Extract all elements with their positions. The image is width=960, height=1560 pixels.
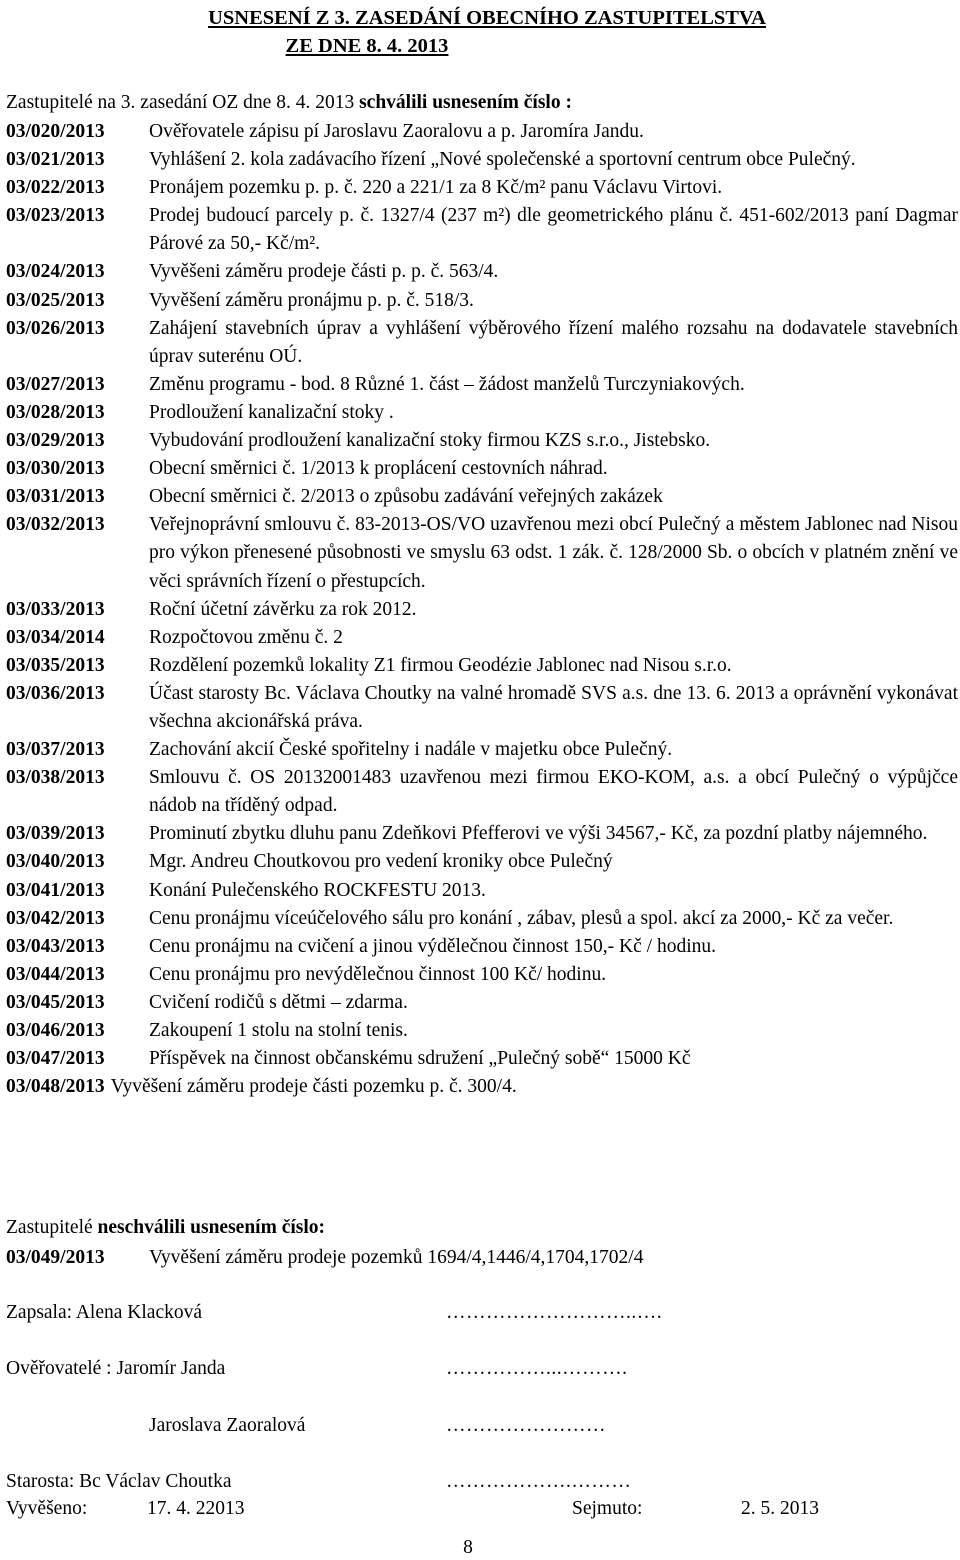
resolution-text: Obecní směrnici č. 2/2013 o způsobu zadávání veřejných zakázek xyxy=(149,486,663,508)
resolution-text: Obecní směrnici č. 1/2013 k proplácení cestovních náhrad. xyxy=(149,458,608,480)
resolution-number: 03/020/2013 xyxy=(6,121,105,142)
resolution-item xyxy=(6,596,958,624)
removed-date: 2. 5. 2013 xyxy=(741,1498,819,1519)
resolution-item xyxy=(6,1244,958,1272)
verifier1-signature-line: ……………...………. xyxy=(446,1358,628,1379)
resolution-text: Cenu pronájmu víceúčelového sálu pro konání , zábav, plesů a spol. akcí za 2000,- Kč za večer. xyxy=(149,907,894,929)
rejected-resolutions-list xyxy=(6,1244,958,1272)
resolution-text: Veřejnoprávní smlouvu č. 83-2013-OS/VO uzavřenou mezi obcí Pulečný a městem Jablonec nad Nisou pro výkon přenesené působnosti ve smyslu 63 odst. 1 zák. č. 128/2000 Sb. o obcích v platném znění ve věci správních řízení o přestupcích. xyxy=(149,514,958,592)
resolution-text: Vyvěšeni záměru prodeje části p. p. č. 563/4. xyxy=(149,261,499,283)
resolution-number: 03/024/2013 xyxy=(6,261,105,283)
verifier2-name: Jaroslava Zaoralová xyxy=(149,1415,306,1436)
resolution-number: 03/042/2013 xyxy=(6,907,105,929)
resolution-text: Ověřovatele zápisu pí Jaroslavu Zaoralovu a p. Jaromíra Jandu. xyxy=(149,121,644,142)
resolution-text: Vyvěšení záměru prodeje pozemků 1694/4,1446/4,1704,1702/4 xyxy=(149,1247,644,1268)
resolution-item xyxy=(6,118,958,146)
posted-label: Vyvěšeno: xyxy=(6,1498,88,1519)
resolution-text: Prominutí zbytku dluhu panu Zdeňkovi Pfefferovi ve výši 34567,- Kč, za pozdní platby nájemného. xyxy=(149,823,928,845)
resolution-item xyxy=(6,1073,958,1101)
rejected-intro-text: Zastupitelé xyxy=(6,1217,98,1238)
resolution-number: 03/035/2013 xyxy=(6,654,105,676)
resolution-item xyxy=(6,315,958,371)
resolution-number: 03/040/2013 xyxy=(6,851,105,873)
resolution-item xyxy=(6,680,958,736)
resolution-text: Změnu programu - bod. 8 Různé 1. část – žádost manželů Turczyniakových. xyxy=(149,373,745,395)
resolution-item xyxy=(6,371,958,399)
resolution-item xyxy=(6,736,958,764)
resolution-number: 03/046/2013 xyxy=(6,1020,105,1041)
document-title: USNESENÍ Z 3. ZASEDÁNÍ OBECNÍHO ZASTUPITELSTVA xyxy=(208,7,766,29)
resolution-number: 03/023/2013 xyxy=(6,205,105,227)
rejected-intro xyxy=(6,1215,325,1241)
mayor-label: Starosta: Bc Václav Choutka xyxy=(6,1471,232,1492)
resolution-number: 03/032/2013 xyxy=(6,514,105,536)
resolution-item xyxy=(6,202,958,258)
resolution-item xyxy=(6,652,958,680)
resolution-item xyxy=(6,399,958,427)
resolution-number: 03/034/2014 xyxy=(6,626,105,648)
resolution-text: Vyvěšení záměru prodeje části pozemku p. č. 300/4. xyxy=(110,1076,517,1098)
resolution-text: Vyvěšení záměru pronájmu p. p. č. 518/3. xyxy=(149,289,474,311)
resolution-number: 03/043/2013 xyxy=(6,935,105,957)
intro-text: Zastupitelé na 3. zasedání OZ dne 8. 4. 2013 xyxy=(6,92,360,113)
resolution-number: 03/048/2013 xyxy=(6,1076,105,1098)
resolution-number: 03/041/2013 xyxy=(6,879,105,901)
resolution-number: 03/039/2013 xyxy=(6,823,105,845)
resolution-item xyxy=(6,989,958,1017)
resolution-text: Smlouvu č. OS 20132001483 uzavřenou mezi firmou EKO-KOM, a.s. a obcí Pulečný o výpůjčce nádob na tříděný odpad. xyxy=(149,767,958,817)
resolution-number: 03/049/2013 xyxy=(6,1247,105,1268)
resolution-number: 03/021/2013 xyxy=(6,149,105,171)
resolution-text: Roční účetní závěrku za rok 2012. xyxy=(149,598,417,620)
resolution-text: Prodloužení kanalizační stoky . xyxy=(149,401,394,423)
resolution-number: 03/044/2013 xyxy=(6,963,105,985)
resolution-text: Cvičení rodičů s dětmi – zdarma. xyxy=(149,991,408,1013)
resolution-number: 03/027/2013 xyxy=(6,373,105,395)
resolution-text: Rozpočtovou změnu č. 2 xyxy=(149,626,343,648)
resolution-text: Rozdělení pozemků lokality Z1 firmou Geodézie Jablonec nad Nisou s.r.o. xyxy=(149,654,732,676)
removed-label: Sejmuto: xyxy=(572,1498,643,1519)
recorder-label: Zapsala: Alena Klacková xyxy=(6,1302,202,1323)
resolution-number: 03/028/2013 xyxy=(6,401,105,423)
resolution-item xyxy=(6,1017,958,1045)
resolution-item xyxy=(6,511,958,595)
approved-intro xyxy=(6,90,572,116)
resolution-number: 03/022/2013 xyxy=(6,177,105,199)
verifier2-signature-line: …………………… xyxy=(446,1415,606,1436)
resolution-text: Zachování akcií České spořitelny i nadále v majetku obce Pulečný. xyxy=(149,739,673,761)
resolution-item xyxy=(6,905,958,933)
intro-bold: schválili usnesením číslo : xyxy=(359,92,572,113)
resolution-item xyxy=(6,146,958,174)
resolution-item xyxy=(6,455,958,483)
resolution-number: 03/030/2013 xyxy=(6,458,105,480)
resolution-item xyxy=(6,258,958,286)
resolution-number: 03/036/2013 xyxy=(6,682,105,704)
resolution-number: 03/033/2013 xyxy=(6,598,105,620)
recorder-signature-line: ………………………..…. xyxy=(446,1302,663,1323)
resolution-item xyxy=(6,933,958,961)
resolution-text: Prodej budoucí parcely p. č. 1327/4 (237 m²) dle geometrického plánu č. 451-602/2013 paní Dagmar Párové za 50,- Kč/m². xyxy=(149,205,958,255)
rejected-intro-bold: neschválili usnesením číslo: xyxy=(97,1217,326,1238)
resolution-item xyxy=(6,961,958,989)
resolution-text: Cenu pronájmu na cvičení a jinou výdělečnou činnost 150,- Kč / hodinu. xyxy=(149,935,716,957)
resolution-item xyxy=(6,483,958,511)
resolution-text: Vybudování prodloužení kanalizační stoky firmou KZS s.r.o., Jistebsko. xyxy=(149,430,711,452)
resolution-number: 03/029/2013 xyxy=(6,430,105,452)
resolution-text: Příspěvek na činnost občanskému sdružení „Pulečný sobě“ 15000 Kč xyxy=(149,1048,691,1070)
resolution-text: Pronájem pozemku p. p. č. 220 a 221/1 za 8 Kč/m² panu Václavu Virtovi. xyxy=(149,177,723,199)
verifiers-label: Ověřovatelé : Jaromír Janda xyxy=(6,1358,226,1379)
resolution-item xyxy=(6,820,958,848)
approved-resolutions-list xyxy=(6,118,958,1101)
resolution-item xyxy=(6,427,958,455)
resolution-number: 03/047/2013 xyxy=(6,1048,105,1070)
resolution-text: Vyhlášení 2. kola zadávacího řízení „Nové společenské a sportovní centrum obce Pulečný. xyxy=(149,149,856,171)
resolution-number: 03/045/2013 xyxy=(6,991,105,1013)
resolution-item xyxy=(6,174,958,202)
posted-date: 17. 4. 22013 xyxy=(147,1498,245,1519)
resolution-text: Konání Pulečenského ROCKFESTU 2013. xyxy=(149,879,486,901)
resolution-item xyxy=(6,287,958,315)
resolution-number: 03/038/2013 xyxy=(6,767,105,789)
resolution-number: 03/031/2013 xyxy=(6,486,105,508)
resolution-text: Účast starosty Bc. Václava Choutky na valné hromadě SVS a.s. dne 13. 6. 2013 a oprávnění vykonávat všechna akcionářská práva. xyxy=(149,682,958,732)
resolution-text: Zahájení stavebních úprav a vyhlášení výběrového řízení malého rozsahu na dodavatele stavebních úprav suterénu OÚ. xyxy=(149,317,958,367)
resolution-text: Cenu pronájmu pro nevýdělečnou činnost 100 Kč/ hodinu. xyxy=(149,963,607,985)
resolution-item xyxy=(6,1045,958,1073)
resolution-number: 03/025/2013 xyxy=(6,289,105,311)
page-number: 8 xyxy=(463,1537,473,1558)
resolution-number: 03/037/2013 xyxy=(6,739,105,761)
resolution-item xyxy=(6,764,958,820)
document-date-title: ZE DNE 8. 4. 2013 xyxy=(285,35,449,57)
resolution-text: Zakoupení 1 stolu na stolní tenis. xyxy=(149,1020,408,1041)
resolution-item xyxy=(6,624,958,652)
resolution-item xyxy=(6,877,958,905)
resolution-number: 03/026/2013 xyxy=(6,317,105,339)
resolution-item xyxy=(6,848,958,876)
mayor-signature-line: ……………….……… xyxy=(446,1471,632,1492)
resolution-text: Mgr. Andreu Choutkovou pro vedení kroniky obce Pulečný xyxy=(149,851,613,873)
